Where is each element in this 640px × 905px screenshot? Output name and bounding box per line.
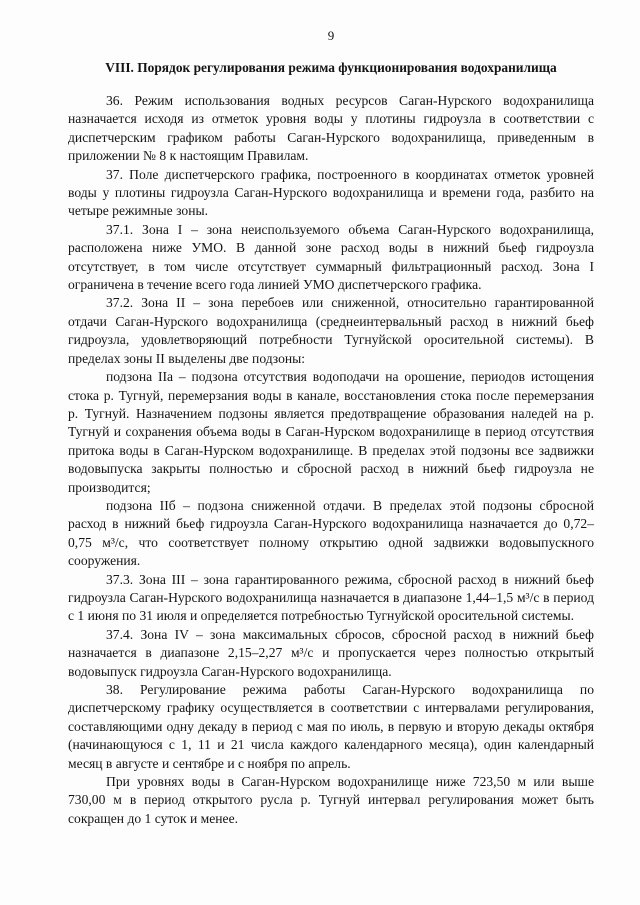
paragraph-37-3: 37.3. Зона III – зона гарантированного режима, сбросной расход в нижний бьеф гидроузла Саган-Нурского водохранилища назначается в диапазоне 1,44–1,5 м³/с в период с 1 июня по 31 июля и определяется потребностью Тугнуйской оросительной системы. <box>68 571 594 624</box>
paragraph-37-1: 37.1. Зона I – зона неиспользуемого объема Саган-Нурского водохранилища, расположена ниже УМО. В данной зоне расход воды в нижний бьеф гидроузла отсутствует, в том числе отсутствует суммарный фильтрационный расход. Зона I ограничена в течение всего года линией УМО диспетчерского графика. <box>68 221 594 293</box>
paragraph-38: 38. Регулирование режима работы Саган-Нурского водохранилища по диспетчерскому графику осуществляется в соответствии с интервалами регулирования, составляющими одну декаду в период с мая по июль, в первую и вторую декады октября (начинающуюся с 1, 11 и 21 числа каждого календарного месяца), один календарный месяц в августе и сентябре и с ноября по апрель. <box>68 682 594 771</box>
section-title: VIII. Порядок регулирования режима функционирования водохранилища <box>105 60 557 75</box>
paragraph-36: 36. Режим использования водных ресурсов Саган-Нурского водохранилища назначается исходя из отметок уровня воды у плотины гидроузла в соответствии с диспетчерским графиком работы Саган-Нурского водохранилища, приведенным в приложении № 8 к настоящим Правилам. <box>68 93 594 164</box>
paragraph-37: 37. Поле диспетчерского графика, построенного в координатах отметок уровней воды у плотины гидроузла Саган-Нурского водохранилища и времени года, разбито на четыре режимные зоны. <box>68 166 594 219</box>
paragraph-subzone-2a: подзона IIа – подзона отсутствия водоподачи на орошение, периодов истощения стока р. Тугнуй, перемерзания воды в канале, восстановления стока после перемерзания р. Тугнуй. Назначением подзоны является предотвращение образования наледей на р. Тугнуй и сохранения объема воды в Саган-Нурском водохранилище в период отсутствия притока воды в Саган-Нурском водохранилище. В пределах этой подзоны все задвижки водовыпуска закрыты полностью и сбросной расход в нижний бьеф гидроузла не производится; <box>68 369 594 495</box>
page-number: 9 <box>327 28 335 43</box>
paragraph-37-2: 37.2. Зона II – зона перебоев или сниженной, относительно гарантированной отдачи Саган-Нурского водохранилища (среднеинтервальный расход в нижний бьеф гидроузла, удовлетворяющий потребности Тугнуйской оросительной системы). В пределах зоны II выделены две подзоны: <box>68 295 594 366</box>
paragraph-37-4: 37.4. Зона IV – зона максимальных сбросов, сбросной расход в нижний бьеф назначается в диапазоне 2,15–2,27 м³/с и пропускается через полностью открытый водовыпуск гидроузла Саган-Нурского водохранилища. <box>68 626 594 679</box>
paragraph-subzone-2b: подзона IIб – подзона сниженной отдачи. В пределах этой подзоны сбросной расход в нижний бьеф гидроузла Саган-Нурского водохранилища назначается до 0,72–0,75 м³/с, что соответствует полному открытию одной задвижки водовыпускного сооружения. <box>68 497 594 569</box>
paragraph-regulation-interval: При уровнях воды в Саган-Нурском водохранилище ниже 723,50 м или выше 730,00 м в период открытого русла р. Тугнуй интервал регулирования может быть сокращен до 1 суток и менее. <box>68 774 594 826</box>
